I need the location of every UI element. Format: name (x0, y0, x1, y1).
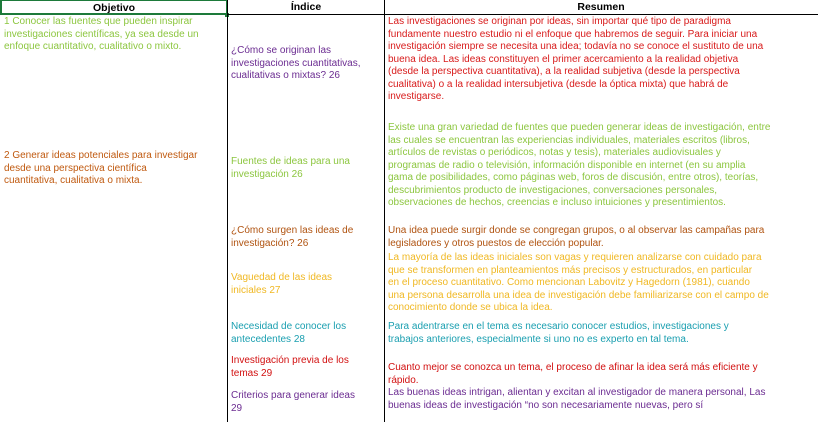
indice-cell-1[interactable]: ¿Cómo se originan las investigaciones cuantitativas, cualitativas o mixtas? 26 (231, 45, 361, 81)
indice-cell-6[interactable]: Investigación previa de los temas 29 (231, 355, 349, 379)
objetivo-cell-2[interactable]: 2 Generar ideas potenciales para investigar desde una perspectiva científica cuantitativa, cualitativa o mixta. (4, 150, 198, 186)
indice-cell-5[interactable]: Necesidad de conocer los antecedentes 28 (231, 321, 347, 345)
resumen-cell-4[interactable]: La mayoría de las ideas iniciales son vagas y requieren analizarse con cuidado para que se transformen en planteamientos más precisos y estructurados, en particular en el proceso cuantitativo. Como mencionan Labovitz y Hagedorn (1981), cuando una persona desarrolla una idea de investigación debe familiarizarse con el campo de conocimiento donde se ubica la idea. (388, 252, 769, 313)
resumen-cell-3[interactable]: Una idea puede surgir donde se congregan grupos, o al observar las campañas para legisladores y otros puestos de elección popular. (388, 225, 765, 249)
column-divider (227, 0, 228, 422)
header-indice-cell[interactable]: Índice (228, 0, 384, 15)
resumen-cell-2[interactable]: Existe una gran variedad de fuentes que pueden generar ideas de investigación, entre las cuales se encuentran las experiencias individuales, materiales escritos (libros, artículos de revistas o periódicos, notas y tesis), materiales audiovisuales y programas de radio o televisión, información disponible en internet (en su amplia gama de posibilidades, como páginas web, foros de discusión, entre otros), teorías, descubrimientos producto de investigaciones, conversaciones personales, observaciones de hechos, creencias e incluso intuiciones y presentimientos. (388, 122, 771, 208)
indice-cell-7[interactable]: Criterios para generar ideas 29 (231, 390, 355, 414)
objetivo-cell-1[interactable]: 1 Conocer las fuentes que pueden inspirar investigaciones científicas, ya sea desde un enfoque cuantitativo, cualitativo o mixto. (4, 16, 199, 52)
resumen-cell-1[interactable]: Las investigaciones se originan por ideas, sin importar qué tipo de paradigma fundamente nuestro estudio ni el enfoque que habremos de seguir. Para iniciar una investigación siempre se necesita una idea; todavía no se conoce el sustituto de una buena idea. Las ideas constituyen el primer acercamiento a la realidad objetiva (desde la perspectiva cuantitativa), a la realidad subjetiva (desde la perspectiva cualitativa) o a la realidad intersubjetiva (desde la óptica mixta) que habrá de investigarse. (388, 16, 764, 102)
indice-cell-2[interactable]: Fuentes de ideas para una investigación 26 (231, 156, 350, 180)
header-objetivo-cell[interactable]: Objetivo (0, 0, 228, 15)
header-resumen-cell[interactable]: Resumen (384, 0, 818, 15)
resumen-cell-7[interactable]: Las buenas ideas intrigan, alientan y excitan al investigador de manera personal, Las buenas ideas de investigación “no son necesariamente nuevas, pero sí (388, 387, 766, 411)
indice-cell-4[interactable]: Vaguedad de las ideas iniciales 27 (231, 272, 333, 296)
resumen-cell-5[interactable]: Para adentrarse en el tema es necesario conocer estudios, investigaciones y trabajos anteriores, especialmente si uno no es experto en tal tema. (388, 321, 729, 345)
column-divider (384, 0, 385, 422)
indice-cell-3[interactable]: ¿Cómo surgen las ideas de investigación? 26 (231, 225, 354, 249)
resumen-cell-6[interactable]: Cuanto mejor se conozca un tema, el proceso de afinar la idea será más eficiente y rápido. (388, 362, 758, 386)
